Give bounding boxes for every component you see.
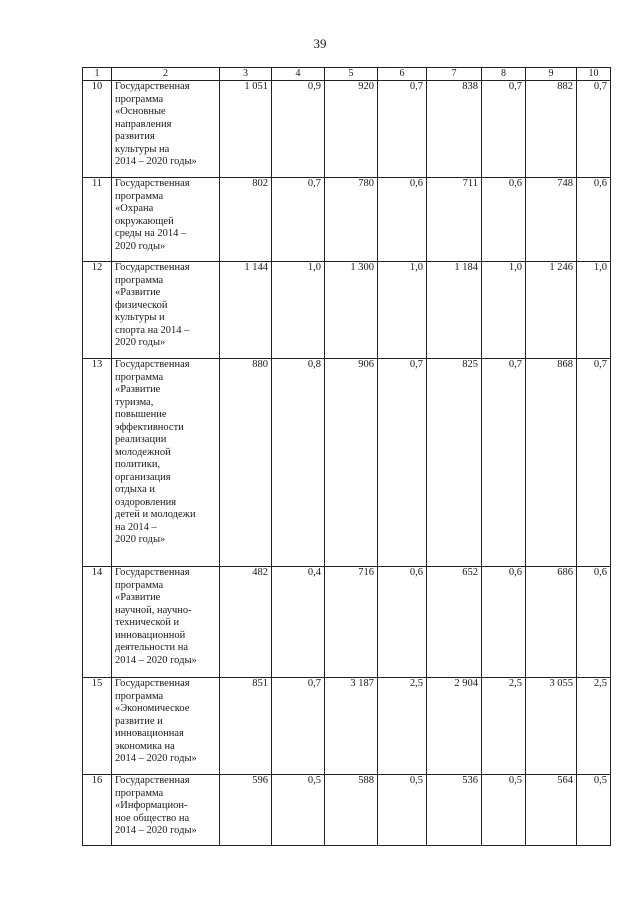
value-cell: 880	[220, 359, 272, 567]
value-cell: 0,7	[482, 81, 526, 178]
value-cell: 1 144	[220, 262, 272, 359]
value-cell: 0,6	[378, 178, 427, 262]
value-cell: 0,8	[272, 359, 325, 567]
value-cell: 920	[325, 81, 378, 178]
value-cell: 1,0	[577, 262, 611, 359]
value-cell: 851	[220, 678, 272, 775]
program-name: Государственная программа «Развитие туризма, повышение эффективности реализации молодежной политики, организация отдыха и оздоровления детей и молодежи на 2014 – 2020 годы»	[112, 359, 220, 567]
value-cell: 3 187	[325, 678, 378, 775]
table-row	[83, 567, 611, 678]
value-cell: 2 904	[427, 678, 482, 775]
program-name: Государственная программа «Развитие физической культуры и спорта на 2014 – 2020 годы»	[112, 262, 220, 359]
value-cell: 0,7	[482, 359, 526, 567]
value-cell: 1 300	[325, 262, 378, 359]
program-name: Государственная программа «Информацион- ное общество на 2014 – 2020 годы»	[112, 775, 220, 846]
row-number: 13	[83, 359, 112, 567]
page-number: 39	[313, 36, 327, 51]
column-header: 3	[220, 68, 272, 81]
table-row	[83, 678, 611, 775]
value-cell: 0,5	[272, 775, 325, 846]
value-cell: 2,5	[482, 678, 526, 775]
table-row	[83, 178, 611, 262]
column-header: 6	[378, 68, 427, 81]
table-row	[83, 81, 611, 178]
value-cell: 1,0	[378, 262, 427, 359]
column-header: 9	[526, 68, 577, 81]
row-number: 14	[83, 567, 112, 678]
value-cell: 0,6	[577, 567, 611, 678]
program-name: Государственная программа «Основные направления развития культуры на 2014 – 2020 годы»	[112, 81, 220, 178]
value-cell: 1,0	[482, 262, 526, 359]
program-name: Государственная программа «Охрана окружающей среды на 2014 – 2020 годы»	[112, 178, 220, 262]
column-header: 5	[325, 68, 378, 81]
value-cell: 802	[220, 178, 272, 262]
value-cell: 564	[526, 775, 577, 846]
value-cell: 3 055	[526, 678, 577, 775]
row-number: 15	[83, 678, 112, 775]
row-number: 12	[83, 262, 112, 359]
value-cell: 906	[325, 359, 378, 567]
budget-table	[82, 67, 611, 846]
value-cell: 0,6	[378, 567, 427, 678]
program-name: Государственная программа «Экономическое развитие и инновационная экономика на 2014 – 2020 годы»	[112, 678, 220, 775]
value-cell: 748	[526, 178, 577, 262]
column-header: 10	[577, 68, 611, 81]
value-cell: 0,7	[272, 678, 325, 775]
value-cell: 596	[220, 775, 272, 846]
value-cell: 825	[427, 359, 482, 567]
row-number: 16	[83, 775, 112, 846]
value-cell: 1,0	[272, 262, 325, 359]
column-header: 4	[272, 68, 325, 81]
table-row	[83, 775, 611, 846]
value-cell: 780	[325, 178, 378, 262]
value-cell: 1 184	[427, 262, 482, 359]
value-cell: 2,5	[378, 678, 427, 775]
value-cell: 482	[220, 567, 272, 678]
value-cell: 536	[427, 775, 482, 846]
value-cell: 0,7	[378, 81, 427, 178]
value-cell: 1 246	[526, 262, 577, 359]
value-cell: 838	[427, 81, 482, 178]
row-number: 10	[83, 81, 112, 178]
value-cell: 2,5	[577, 678, 611, 775]
table-row	[83, 359, 611, 567]
table-row	[83, 262, 611, 359]
value-cell: 686	[526, 567, 577, 678]
value-cell: 0,7	[577, 359, 611, 567]
value-cell: 0,6	[577, 178, 611, 262]
value-cell: 0,7	[577, 81, 611, 178]
column-header: 8	[482, 68, 526, 81]
row-number: 11	[83, 178, 112, 262]
table-header-row	[83, 68, 611, 81]
value-cell: 1 051	[220, 81, 272, 178]
value-cell: 868	[526, 359, 577, 567]
value-cell: 716	[325, 567, 378, 678]
value-cell: 0,6	[482, 178, 526, 262]
value-cell: 882	[526, 81, 577, 178]
column-header: 7	[427, 68, 482, 81]
value-cell: 0,6	[482, 567, 526, 678]
program-name: Государственная программа «Развитие научной, научно- технической и инновационной деятельности на 2014 – 2020 годы»	[112, 567, 220, 678]
value-cell: 0,7	[378, 359, 427, 567]
value-cell: 0,4	[272, 567, 325, 678]
value-cell: 0,5	[482, 775, 526, 846]
value-cell: 0,5	[378, 775, 427, 846]
value-cell: 711	[427, 178, 482, 262]
value-cell: 0,9	[272, 81, 325, 178]
value-cell: 652	[427, 567, 482, 678]
column-header: 2	[112, 68, 220, 81]
value-cell: 588	[325, 775, 378, 846]
value-cell: 0,7	[272, 178, 325, 262]
column-header: 1	[83, 68, 112, 81]
value-cell: 0,5	[577, 775, 611, 846]
